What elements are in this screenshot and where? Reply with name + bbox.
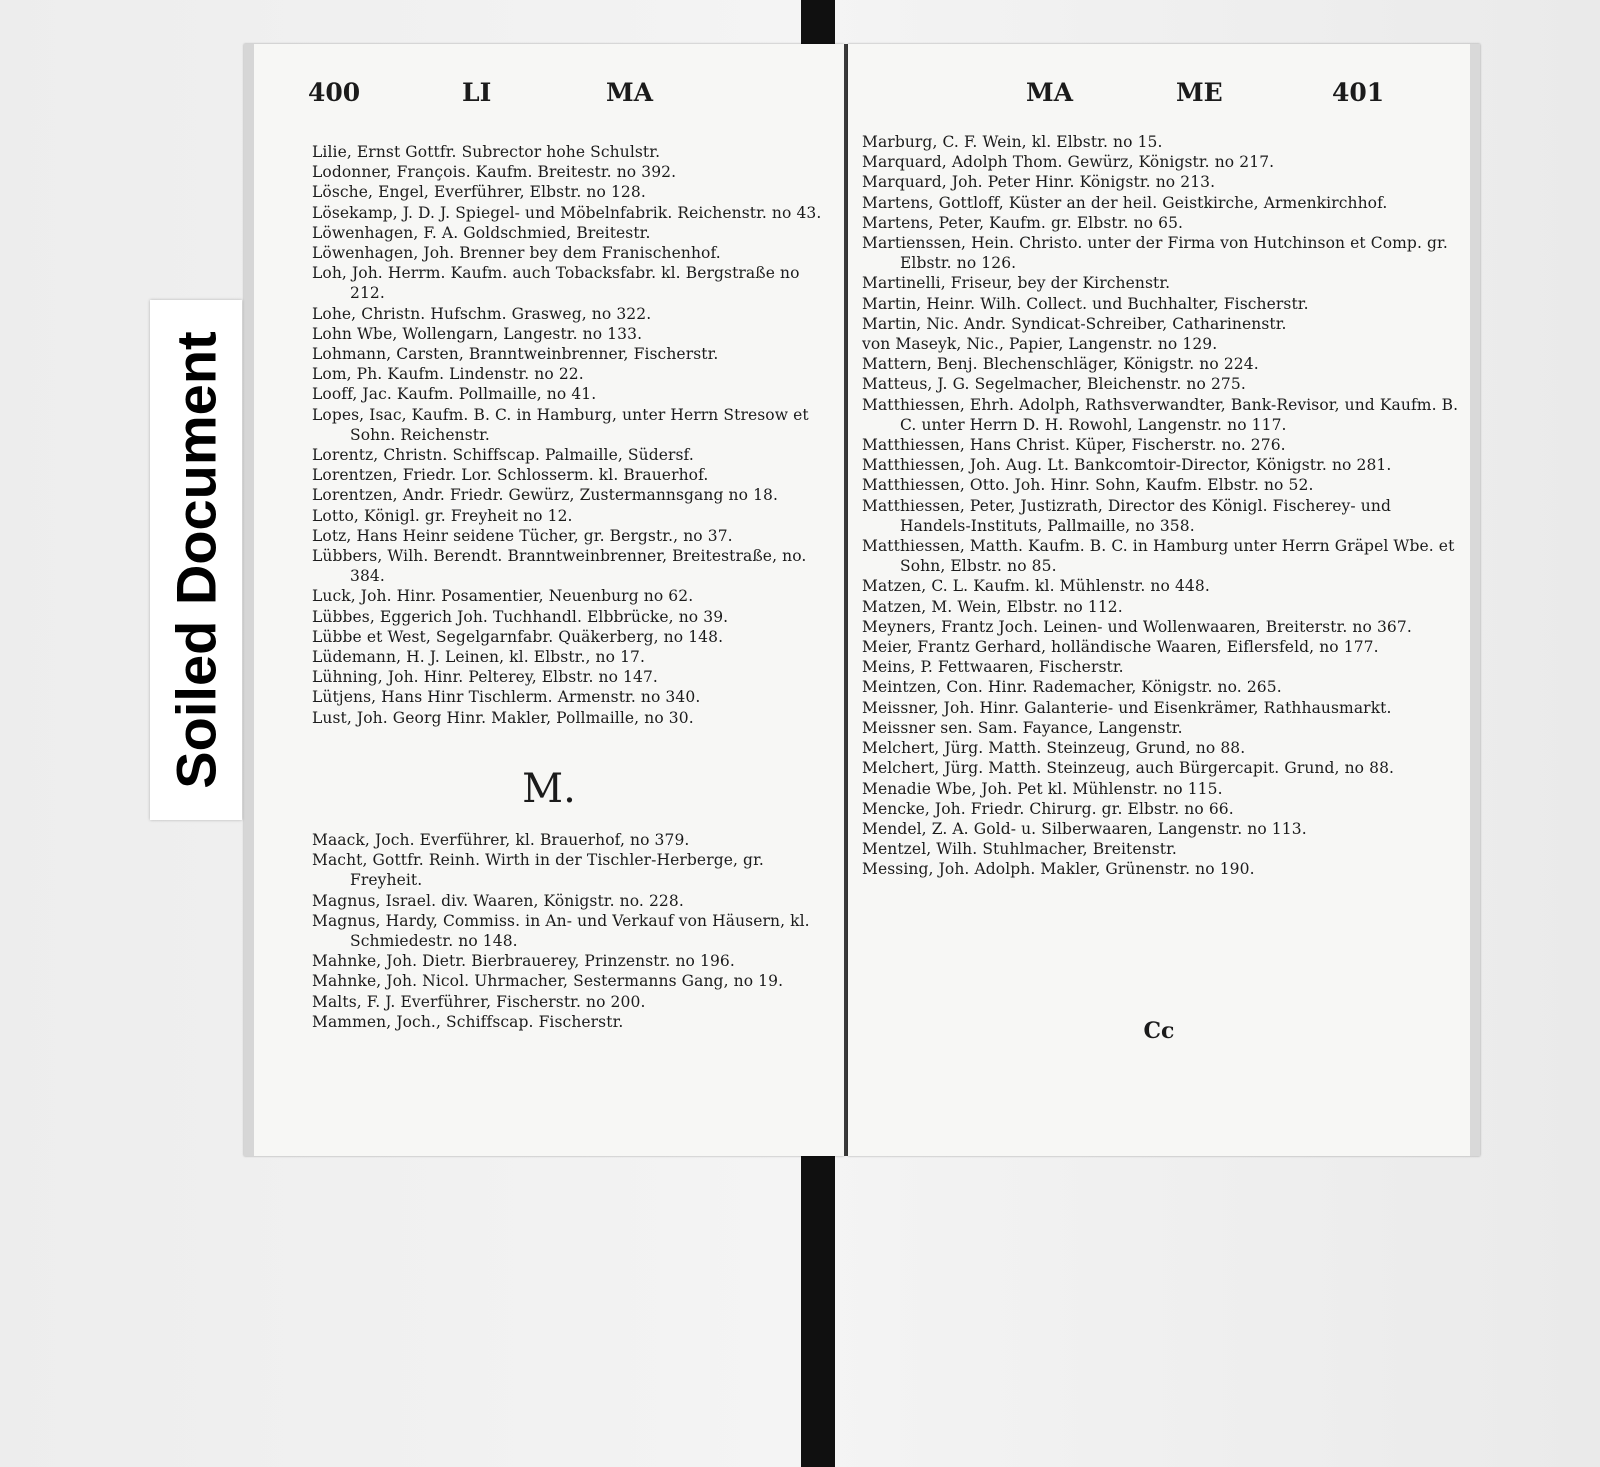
directory-entry: Lübbers, Wilh. Berendt. Branntweinbrenner, Breitestraße, no. 384.	[312, 547, 807, 586]
header-left-letters: MA	[1026, 78, 1074, 107]
directory-entry: Mahnke, Joh. Dietr. Bierbrauerey, Prinzenstr. no 196.	[312, 952, 735, 971]
section-letter: M.	[522, 766, 576, 812]
directory-entry: Matthiessen, Hans Christ. Küper, Fischerstr. no. 276.	[862, 436, 1286, 455]
directory-entry: Lütjens, Hans Hinr Tischlerm. Armenstr. no 340.	[312, 688, 701, 707]
directory-entry: Meins, P. Fettwaaren, Fischerstr.	[862, 658, 1124, 677]
directory-entry: Lohe, Christn. Hufschm. Grasweg, no 322.	[312, 304, 652, 323]
directory-entry: Martinelli, Friseur, bey der Kirchenstr.	[862, 274, 1171, 293]
directory-entry: Lopes, Isac, Kaufm. B. C. in Hamburg, unter Herrn Stresow et Sohn. Reichenstr.	[312, 405, 809, 444]
directory-entry: Melchert, Jürg. Matth. Steinzeug, auch Bürgercapit. Grund, no 88.	[862, 759, 1395, 778]
directory-entry: Lorentz, Christn. Schiffscap. Palmaille, Südersf.	[312, 446, 694, 465]
header-right-letters: MA	[606, 78, 654, 107]
left-page	[244, 44, 844, 1156]
directory-entry: Mammen, Joch., Schiffscap. Fischerstr.	[312, 1012, 624, 1031]
directory-entry: Martienssen, Hein. Christo. unter der Firma von Hutchinson et Comp. gr. Elbstr. no 126.	[862, 234, 1448, 273]
binding-strip-bottom	[801, 1145, 835, 1467]
soiled-document-label	[150, 300, 242, 820]
directory-entry: Lübbe et West, Segelgarnfabr. Quäkerberg, no 148.	[312, 627, 724, 646]
directory-entry: Marburg, C. F. Wein, kl. Elbstr. no 15.	[862, 133, 1163, 151]
directory-entry: Loh, Joh. Herrm. Kaufm. auch Tobacksfabr. kl. Bergstraße no 212.	[312, 264, 800, 303]
directory-entry: von Maseyk, Nic., Papier, Langenstr. no 129.	[862, 335, 1218, 354]
directory-entry: Lodonner, François. Kaufm. Breitestr. no 392.	[312, 163, 677, 182]
directory-entry: Maack, Joch. Everführer, kl. Brauerhof, no 379.	[312, 831, 690, 849]
directory-entry: Lösekamp, J. D. J. Spiegel- und Möbelnfabrik. Reichenstr. no 43.	[312, 203, 822, 222]
directory-entry: Meissner, Joh. Hinr. Galanterie- und Eisenkrämer, Rathhausmarkt.	[862, 698, 1392, 717]
directory-entry: Melchert, Jürg. Matth. Steinzeug, Grund, no 88.	[862, 739, 1246, 758]
label-text: Soiled Document	[164, 331, 228, 789]
directory-entry: Marquard, Adolph Thom. Gewürz, Königstr. no 217.	[862, 153, 1275, 172]
directory-entry: Lösche, Engel, Everführer, Elbstr. no 128.	[312, 183, 646, 202]
directory-entry: Meintzen, Con. Hinr. Rademacher, Königstr. no. 265.	[862, 678, 1282, 697]
directory-entry: Lüdemann, H. J. Leinen, kl. Elbstr., no 17.	[312, 648, 646, 667]
directory-entry: Lom, Ph. Kaufm. Lindenstr. no 22.	[312, 365, 584, 384]
page-number: 401	[1332, 78, 1385, 107]
directory-entry: Magnus, Hardy, Commiss. in An- und Verkauf von Häusern, kl. Schmiedestr. no 148.	[312, 911, 810, 951]
directory-entry: Messing, Joh. Adolph. Makler, Grünenstr. no 190.	[862, 860, 1255, 879]
directory-entry: Lilie, Ernst Gottfr. Subrector hohe Schulstr.	[312, 143, 661, 161]
page-number: 400	[308, 78, 361, 107]
directory-entry: Löwenhagen, F. A. Goldschmied, Breitestr.	[312, 223, 651, 242]
directory-entry: Lübbes, Eggerich Joh. Tuchhandl. Elbbrücke, no 39.	[312, 607, 729, 626]
directory-entry: Malts, F. J. Everführer, Fischerstr. no 200.	[312, 992, 646, 1011]
directory-entry: Lust, Joh. Georg Hinr. Makler, Pollmaille, no 30.	[312, 708, 694, 727]
directory-entry: Martin, Heinr. Wilh. Collect. und Buchhalter, Fischerstr.	[862, 294, 1309, 313]
signature-mark: Cc	[1143, 1018, 1175, 1044]
directory-entry: Martens, Peter, Kaufm. gr. Elbstr. no 65.	[862, 213, 1184, 232]
directory-entry: Menadie Wbe, Joh. Pet kl. Mühlenstr. no 115.	[862, 779, 1223, 798]
directory-entry: Mencke, Joh. Friedr. Chirurg. gr. Elbstr. no 66.	[862, 799, 1234, 818]
directory-entry: Matthiessen, Matth. Kaufm. B. C. in Hamburg unter Herrn Gräpel Wbe. et Sohn, Elbstr. no 85.	[862, 537, 1455, 576]
directory-list-l	[312, 142, 838, 728]
directory-entry: Lotto, Königl. gr. Freyheit no 12.	[312, 506, 573, 525]
left-page-header	[254, 78, 844, 118]
directory-entry: Luck, Joh. Hinr. Posamentier, Neuenburg no 62.	[312, 587, 694, 606]
directory-entry: Lohmann, Carsten, Branntweinbrenner, Fischerstr.	[312, 345, 719, 364]
directory-entry: Mahnke, Joh. Nicol. Uhrmacher, Sestermanns Gang, no 19.	[312, 972, 784, 991]
directory-entry: Lühning, Joh. Hinr. Pelterey, Elbstr. no 147.	[312, 668, 658, 687]
directory-entry: Matzen, C. L. Kaufm. kl. Mühlenstr. no 448.	[862, 577, 1210, 596]
directory-entry: Matthiessen, Joh. Aug. Lt. Bankcomtoir-Director, Königstr. no 281.	[862, 456, 1392, 475]
directory-entry: Martin, Nic. Andr. Syndicat-Schreiber, Catharinenstr.	[862, 314, 1287, 333]
directory-entry: Lorentzen, Andr. Friedr. Gewürz, Zustermannsgang no 18.	[312, 486, 779, 505]
open-book	[244, 44, 1480, 1156]
directory-entry: Matthiessen, Ehrh. Adolph, Rathsverwandter, Bank-Revisor, und Kaufm. B. C. unter Herrn D. H. Rowohl, Langenstr. no 117.	[862, 395, 1459, 434]
directory-entry: Lorentzen, Friedr. Lor. Schlosserm. kl. Brauerhof.	[312, 466, 709, 485]
directory-entry: Mentzel, Wilh. Stuhlmacher, Breitenstr.	[862, 840, 1177, 859]
directory-entry: Macht, Gottfr. Reinh. Wirth in der Tischler-Herberge, gr. Freyheit.	[312, 851, 764, 890]
directory-list-m	[312, 830, 838, 1032]
binding-strip-top	[801, 0, 835, 46]
directory-entry: Meissner sen. Sam. Fayance, Langenstr.	[862, 718, 1183, 737]
directory-entry: Lotz, Hans Heinr seidene Tücher, gr. Bergstr., no 37.	[312, 526, 733, 545]
directory-entry: Mattern, Benj. Blechenschläger, Königstr. no 224.	[862, 355, 1259, 374]
directory-entry: Matthiessen, Peter, Justizrath, Director des Königl. Fischerey- und Handels-Instituts, Pallmaille, no 358.	[862, 496, 1391, 535]
directory-entry: Lohn Wbe, Wollengarn, Langestr. no 133.	[312, 324, 643, 343]
header-right-letters: ME	[1176, 78, 1223, 107]
directory-entry: Meier, Frantz Gerhard, holländische Waaren, Eiflersfeld, no 177.	[862, 638, 1379, 657]
directory-list-right	[862, 132, 1466, 880]
directory-entry: Mendel, Z. A. Gold- u. Silberwaaren, Langenstr. no 113.	[862, 819, 1307, 838]
directory-entry: Löwenhagen, Joh. Brenner bey dem Franischenhof.	[312, 244, 721, 263]
directory-entry: Matteus, J. G. Segelmacher, Bleichenstr. no 275.	[862, 375, 1246, 394]
directory-entry: Meyners, Frantz Joch. Leinen- und Wollenwaaren, Breiterstr. no 367.	[862, 617, 1412, 636]
directory-entry: Marquard, Joh. Peter Hinr. Königstr. no 213.	[862, 173, 1216, 192]
directory-entry: Martens, Gottloff, Küster an der heil. Geistkirche, Armenkirchhof.	[862, 193, 1388, 212]
right-page-header	[848, 78, 1470, 118]
directory-entry: Matzen, M. Wein, Elbstr. no 112.	[862, 597, 1123, 616]
directory-entry: Matthiessen, Otto. Joh. Hinr. Sohn, Kaufm. Elbstr. no 52.	[862, 476, 1314, 495]
directory-entry: Magnus, Israel. div. Waaren, Königstr. no. 228.	[312, 891, 684, 910]
right-page	[848, 44, 1480, 1156]
header-left-letters: LI	[462, 78, 492, 107]
directory-entry: Looff, Jac. Kaufm. Pollmaille, no 41.	[312, 385, 597, 404]
